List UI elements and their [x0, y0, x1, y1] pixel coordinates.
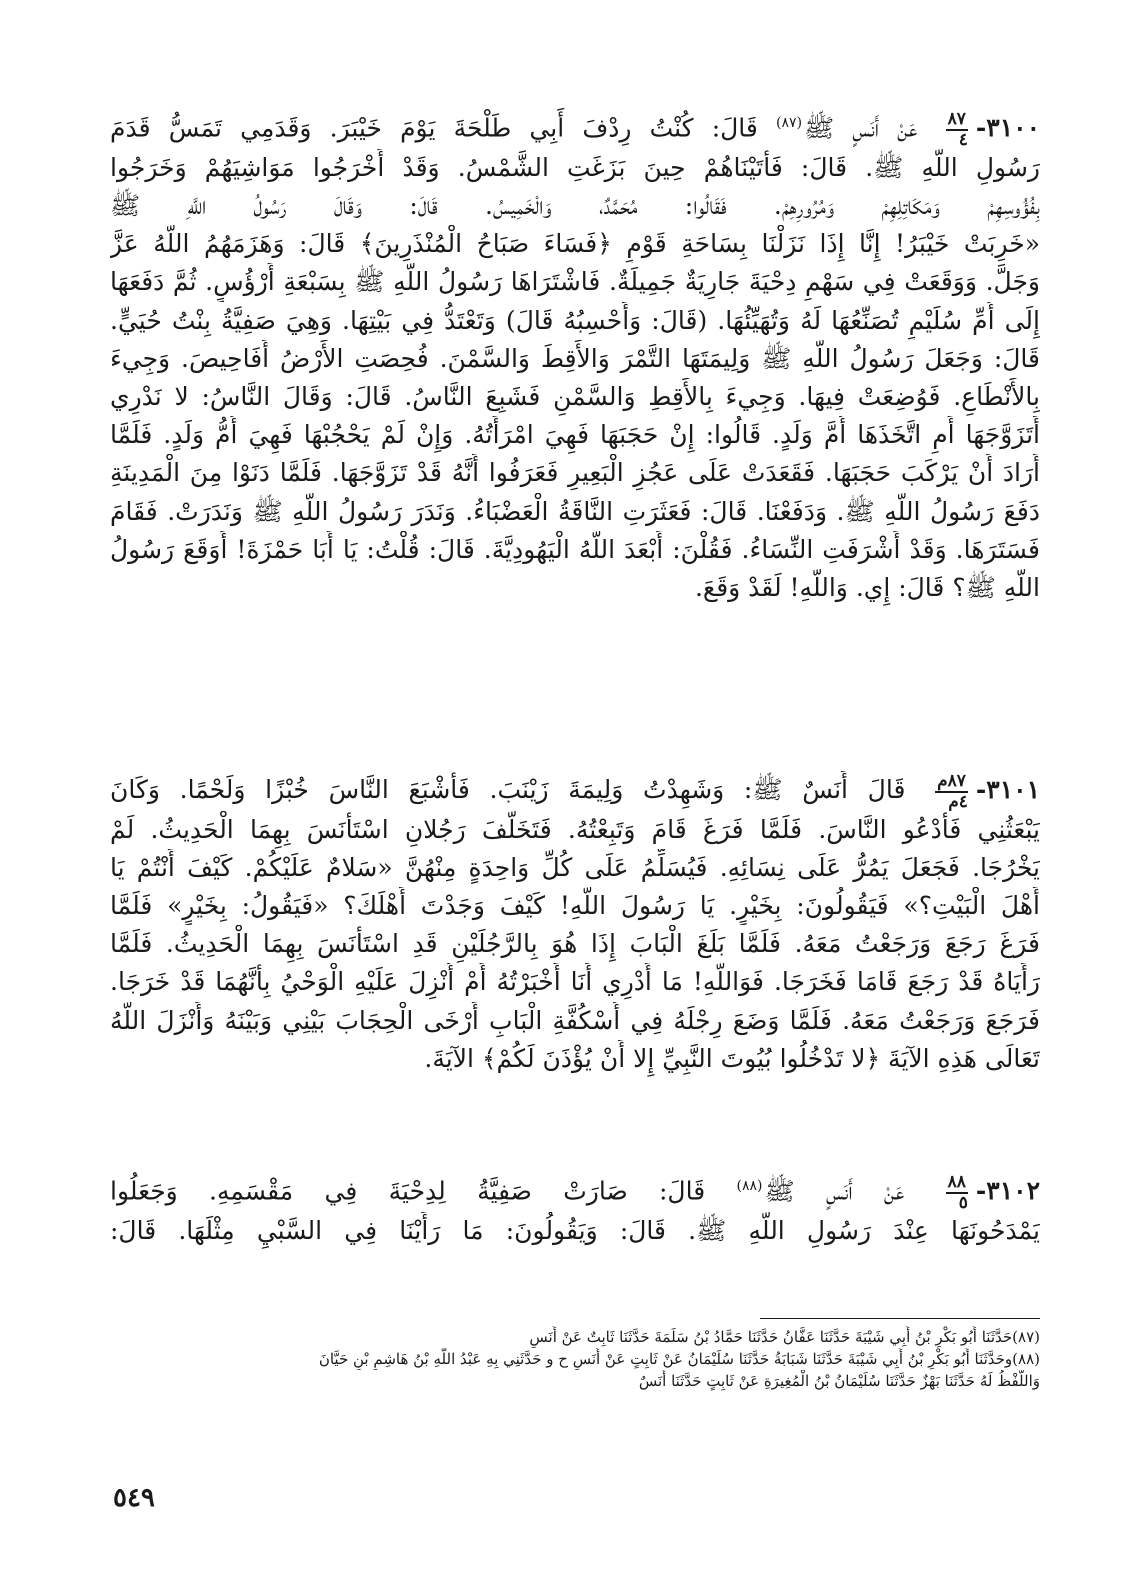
cross-reference — [946, 108, 968, 149]
text-line: فَرَجَعَ وَرَجَعْتُ مَعَهُ. فَلَمَّا وَضَعَ رِجْلَهُ فِي أُسْكُفَّةِ الْبَابِ أَرْخَى الْحِجَابَ بَيْنِي وَبَيْنَهُ وَأَنْزَلَ اللَّهُ — [110, 1005, 1040, 1035]
text-line: دَفَعَ رَسُولُ اللَّهِ ﷺ. وَدَفَعْنَا. قَالَ: فَعَثَرَتِ النَّاقَةُ الْعَضْبَاءُ. وَنَدَرَ رَسُولُ اللَّهِ ﷺ وَنَدَرَتْ. فَقَامَ — [110, 496, 1040, 526]
text-line: اللَّهِ ﷺ؟ قَالَ: إِي. وَاللَّهِ! لَقَدْ وَقَعَ. — [694, 573, 1040, 603]
text-line: أَتَزَوَّجَهَا أَمِ اتَّخَذَهَا أُمَّ وَلَدٍ. قَالُوا: إِنْ حَجَبَهَا فَهِيَ امْرَأَتُهُ. وَإِنْ لَمْ يَحْجُبْهَا فَهِيَ أُمُّ وَلَدٍ. فَلَمَّا — [110, 420, 1040, 450]
narrator-text: عَنْ أَنَسٍ ﷺ — [764, 1176, 905, 1206]
footnote-marker: (٨٧) — [776, 115, 803, 131]
hadith-text: قَالَ: صَارَتْ صَفِيَّةُ لِدِحْيَةَ فِي مَقْسَمِهِ. وَجَعَلُوا — [110, 1176, 706, 1206]
text-line: قَالَ: وَجَعَلَ رَسُولُ اللَّهِ ﷺ وَلِيمَتَهَا التَّمْرَ وَالأَقِطَ وَالسَّمْنَ. فُحِصَتِ الأَرْضُ أَفَاحِيصَ. وَجِيءَ — [110, 343, 1040, 373]
text-line: رَأَيَاهُ قَدْ رَجَعَ قَامَا فَخَرَجَا. فَوَاللَّهِ! مَا أَدْرِي أَنَا أَخْبَرْتُهُ أَمْ أُنْزِلَ عَلَيْهِ الْوَحْيُ بِأَنَّهُمَا قَدْ خَرَجَا. — [110, 967, 1040, 997]
text-line: فَرَغَ رَجَعَ وَرَجَعْتُ مَعَهُ. فَلَمَّا بَلَغَ الْبَابَ إِذَا هُوَ بِالرَّجُلَيْنِ قَدِ اسْتَأْنَسَ بِهِمَا الْحَدِيثُ. فَلَمَّا — [110, 929, 1040, 959]
cross-reference — [935, 773, 968, 811]
hadith-first-line — [110, 771, 1040, 811]
text-line: فَسَتَرَهَا. وَقَدْ أَشْرَفَتِ النِّسَاءُ. فَقُلْنَ: أَبْعَدَ اللَّهُ الْيَهُودِيَّةَ. قَالَ: قُلْتُ: يَا أَبَا حَمْزَةَ! أَوَقَعَ رَسُولُ — [110, 534, 1040, 564]
text-line: أَهْلَ الْبَيْتِ؟» فَيَقُولُونَ: بِخَيْرٍ. يَا رَسُولَ اللَّهِ! كَيْفَ وَجَدْتَ أَهْلَكَ؟ «فَيَقُولُ: بِخَيْرٍ» فَلَمَّا — [110, 890, 1040, 920]
text-line: يَبْعَثُنِي فَأَدْعُو النَّاسَ. فَلَمَّا فَرَغَ قَامَ وَتَبِعْتُهُ. فَتَخَلَّفَ رَجُلانِ اسْتَأْنَسَ بِهِمَا الْحَدِيثُ. لَمْ — [110, 814, 1040, 844]
text-line: وَجَلَّ. وَوَقَعَتْ فِي سَهْمِ دِحْيَةَ جَارِيَةٌ جَمِيلَةٌ. فَاشْتَرَاهَا رَسُولُ اللَّهِ ﷺ بِسَبْعَةِ أَرْؤُسٍ. ثُمَّ دَفَعَهَا — [110, 267, 1040, 297]
hadith-text: قَالَ أَنَسٌ ﷺ: وَشَهِدْتُ وَلِيمَةَ زَيْنَبَ. فَأَشْبَعَ النَّاسَ خُبْزًا وَلَحْمًا. وَكَانَ — [110, 775, 906, 804]
text-line: بِالأَنْطَاعِ. فَوُضِعَتْ فِيهَا. وَجِيءَ بِالأَقِطِ وَالسَّمْنِ فَشَبِعَ النَّاسُ. قَالَ: وَقَالَ النَّاسُ: لا نَدْرِي — [110, 382, 1040, 412]
hadith-number: ٣١٠٢- — [975, 1176, 1040, 1206]
text-line: رَسُولِ اللَّهِ ﷺ. قَالَ: فَأَتَيْنَاهُمْ حِينَ بَزَغَتِ الشَّمْسُ. وَقَدْ أَخْرَجُوا مَوَاشِيَهُمْ وَخَرَجُوا — [110, 152, 1040, 182]
cross-reference-bottom: ٤م — [948, 791, 968, 811]
footnote-88-continued: وَاللَّفْظُ لَهُ حَدَّثَنَا بَهْزٌ حَدَّثَنَا سُلَيْمَانُ بْنُ الْمُغِيرَةِ عَنْ ثَابِتٍ حَدَّثَنَا أَنَسٌ — [638, 1372, 1040, 1390]
cross-reference-top: ٨٧م — [937, 771, 966, 791]
text-line: أَرَادَ أَنْ يَرْكَبَ حَجَبَهَا. فَقَعَدَتْ عَلَى عَجُزِ الْبَعِيرِ فَعَرَفُوا أَنَّهُ قَدْ تَزَوَّجَهَا. فَلَمَّا دَنَوْا مِنَ الْمَدِينَةِ — [110, 458, 1040, 488]
hadith-first-line — [110, 104, 1040, 149]
footnote-divider — [760, 1318, 1040, 1319]
hadith-3101 — [110, 771, 1040, 1078]
hadith-text: قَالَ: كُنْتُ رِدْفَ أَبِي طَلْحَةَ يَوْمَ خَيْبَرَ. وَقَدَمِي تَمَسُّ قَدَمَ — [110, 113, 758, 143]
text-line: «خَرِبَتْ خَيْبَرُ! إِنَّا إِذَا نَزَلْنَا بِسَاحَةِ قَوْمٍ ﴿فَسَاءَ صَبَاحُ الْمُنْذَرِينَ﴾ قَالَ: وَهَزَمَهُمُ اللَّهُ عَزَّ — [110, 229, 1040, 259]
cross-reference — [946, 1171, 968, 1212]
text-line: يَخْرُجَا. فَجَعَلَ يَمُرُّ عَلَى نِسَائِهِ. فَيُسَلِّمُ عَلَى كُلِّ وَاحِدَةٍ مِنْهُنَّ «سَلامٌ عَلَيْكُمْ. كَيْفَ أَنْتُمْ يَا — [110, 852, 1040, 882]
footnote-88: (٨٨)وحَدَّثَنَا أَبُو بَكْرِ بْنُ أَبِي شَيْبَةَ حَدَّثَنَا شَبَابَةُ حَدَّثَنَا سُلَيْمَانُ عَنْ ثَابِتٍ عَنْ أَنَسٍ ح و حَدَّثَنِي بِهِ عَبْدُ اللَّهِ بْنُ هَاشِمِ بْنِ حَيَّانَ — [318, 1350, 1040, 1368]
cross-reference-bottom: ٤ — [958, 129, 968, 149]
text-line: إِلَى أُمِّ سُلَيْمٍ تُصَنِّعُهَا لَهُ وَتُهَيِّئُهَا. (قَالَ: وَأَحْسِبُهُ قَالَ) وَتَعْتَدُّ فِي بَيْتِهَا. وَهِيَ صَفِيَّةُ بِنْتُ حُيَيٍّ. — [110, 305, 1040, 335]
cross-reference-top: ٨٧ — [947, 108, 966, 129]
cross-reference-bottom: ٥ — [958, 1192, 968, 1212]
narrator-text: عَنْ أَنَسٍ ﷺ — [804, 113, 918, 143]
footnote-marker: (٨٨) — [736, 1178, 763, 1194]
text-line: يَمْدَحُونَهَا عِنْدَ رَسُولِ اللَّهِ ﷺ. قَالَ: وَيَقُولُونَ: مَا رَأَيْنَا فِي السَّبْيِ مِثْلَهَا. قَالَ: — [110, 1215, 1040, 1245]
text-line: بِفُؤُوسِهِمْ وَمَكَاتِلِهِمْ وَمُرُورِهِمْ. فَقَالُوا: مُحَمَّدٌ، وَالْخَمِيسُ. قَالَ: وَقَالَ رَسُولُ اللَّهِ ﷺ — [110, 191, 1040, 221]
hadith-number: ٣١٠٠- — [975, 113, 1040, 143]
hadith-3100 — [110, 104, 1040, 607]
footnote-87: (٨٧)حَدَّثَنَا أَبُو بَكْرِ بْنُ أَبِي شَيْبَةَ حَدَّثَنَا عَفَّانُ حَدَّثَنَا حَمَّادُ بْنُ سَلَمَةَ حَدَّثَنَا ثَابِتٌ عَنْ أَنَسٍ — [529, 1328, 1040, 1346]
hadith-first-line — [110, 1167, 1040, 1212]
page-number: ٥٤٩ — [113, 1483, 155, 1513]
hadith-number: ٣١٠١- — [975, 775, 1040, 804]
hadith-3102 — [110, 1167, 1040, 1250]
cross-reference-top: ٨٨ — [947, 1171, 966, 1192]
text-line: تَعَالَى هَذِهِ الآيَةَ ﴿لا تَدْخُلُوا بُيُوتَ النَّبِيِّ إِلا أَنْ يُؤْذَنَ لَكُمْ﴾ الآيَةَ. — [424, 1043, 1040, 1073]
footnotes — [110, 1326, 1040, 1392]
